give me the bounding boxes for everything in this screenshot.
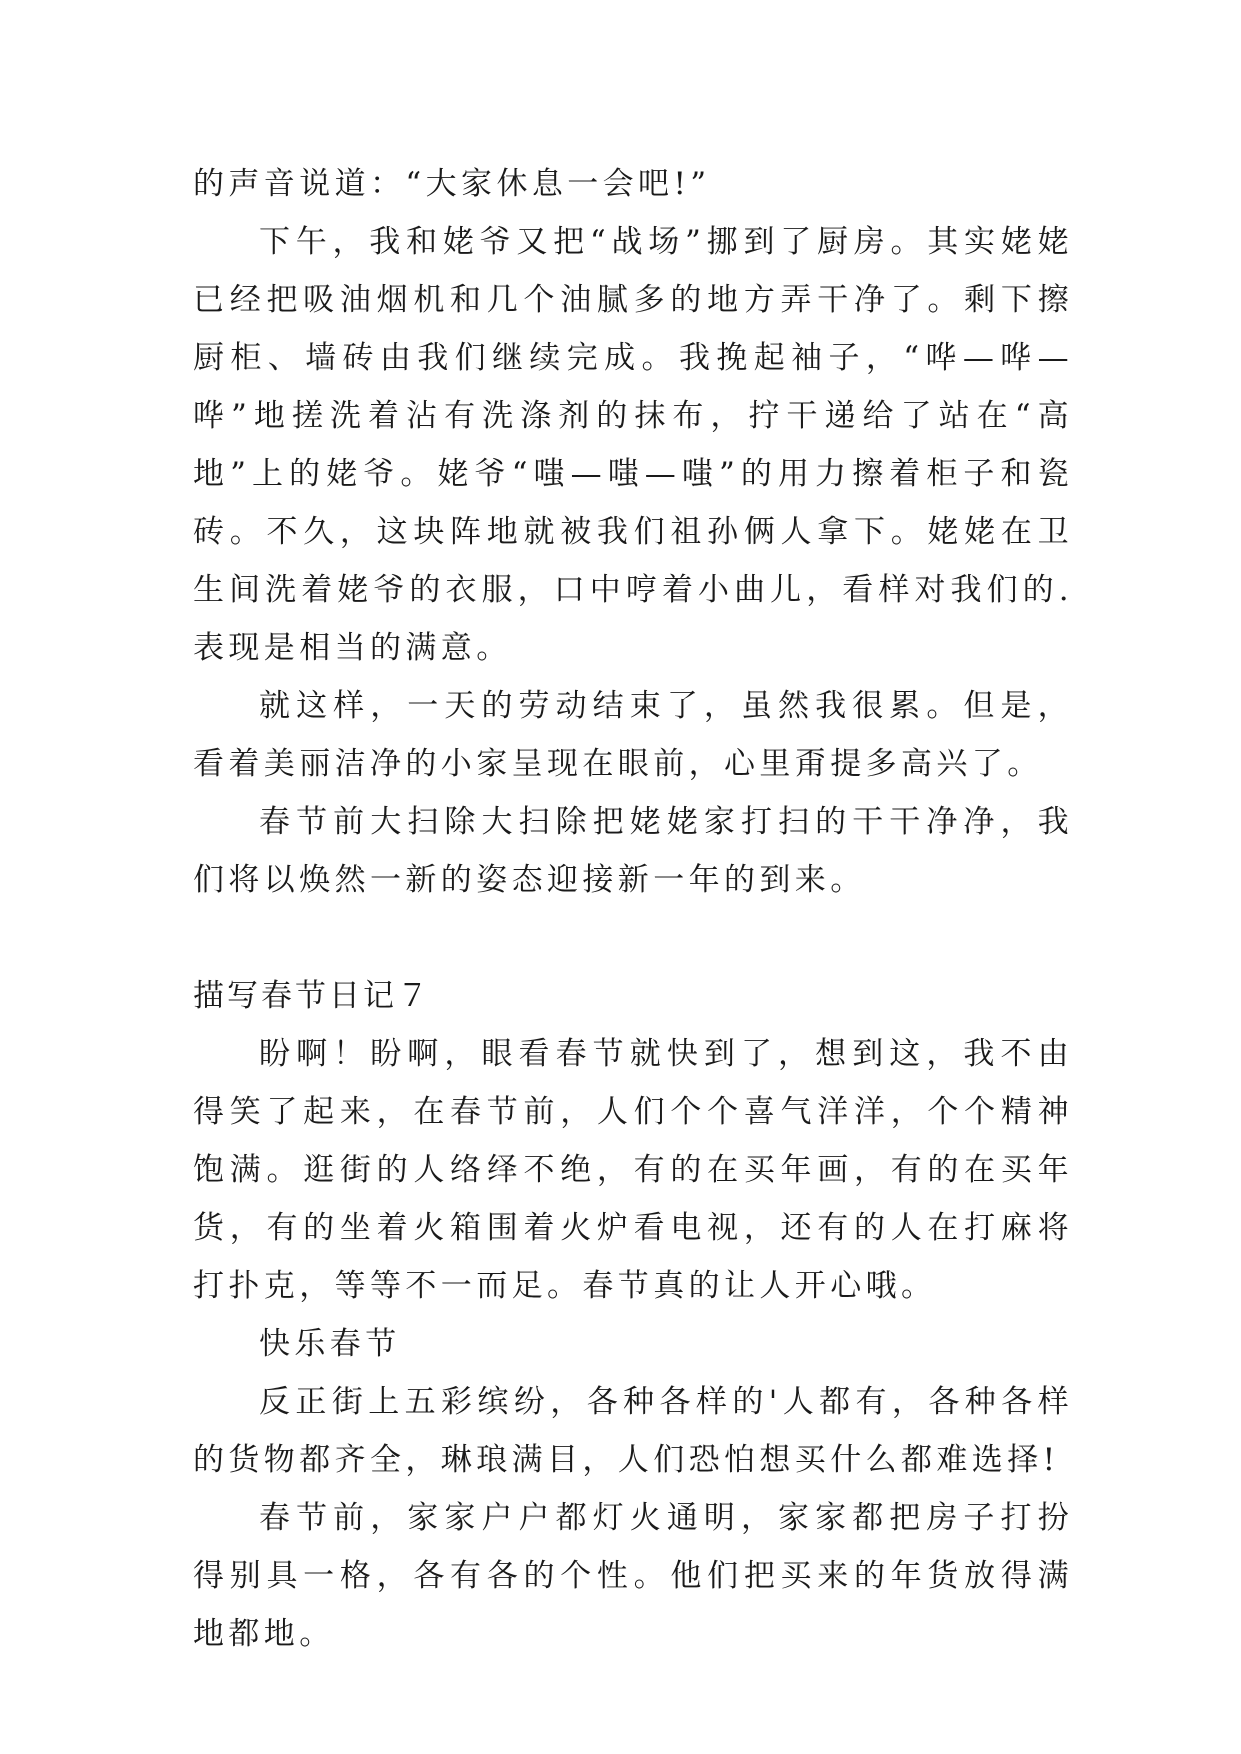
section-gap: [193, 909, 1073, 967]
paragraph-subtitle-happy-spring-festival: 快乐春节: [259, 1326, 401, 1362]
paragraph-homes-decorated: 春节前，家家户户都灯火通明，家家都把房子打扮得别具一格，各有各的个性。他们把买来的年货放得满地都地。: [193, 1500, 1073, 1652]
paragraph-kitchen-cleaning: 下午，我和姥爷又把“战场”挪到了厨房。其实姥姥已经把吸油烟机和几个油腻多的地方弄干净了。剩下擦厨柜、墙砖由我们继续完成。我挽起袖子，“哗—哗—哗”地搓洗着沾有洗涤剂的抹布，拧干递给了站在“高地”上的姥爷。姥爷“嗤—嗤—嗤”的用力擦着柜子和瓷砖。不久，这块阵地就被我们祖孙俩人拿下。姥姥在卫生间洗着姥爷的衣服，口中哼着小曲儿，看样对我们的.表现是相当的满意。: [193, 224, 1073, 666]
paragraph-new-year-welcome: 春节前大扫除大扫除把姥姥家打扫的干干净净，我们将以焕然一新的姿态迎接新一年的到来。: [193, 804, 1073, 898]
paragraph-street-scene: 反正街上五彩缤纷，各种各样的'人都有，各种各样的货物都齐全，琳琅满目，人们恐怕想买什么都难选择!: [193, 1384, 1073, 1478]
document-body: [193, 155, 1073, 1663]
section-title: 描写春节日记７: [193, 978, 431, 1014]
paragraph-looking-forward: 盼啊！盼啊，眼看春节就快到了，想到这，我不由得笑了起来，在春节前，人们个个喜气洋洋，个个精神饱满。逛街的人络绎不绝，有的在买年画，有的在买年货，有的坐着火箱围着火炉看电视，还有的人在打麻将打扑克，等等不一而足。春节真的让人开心哦。: [193, 1036, 1073, 1304]
paragraph-continuation: 的声音说道：“大家休息一会吧!”: [193, 166, 711, 202]
paragraph-day-end: 就这样，一天的劳动结束了，虽然我很累。但是，看着美丽洁净的小家呈现在眼前，心里甭提多高兴了。: [193, 688, 1073, 782]
